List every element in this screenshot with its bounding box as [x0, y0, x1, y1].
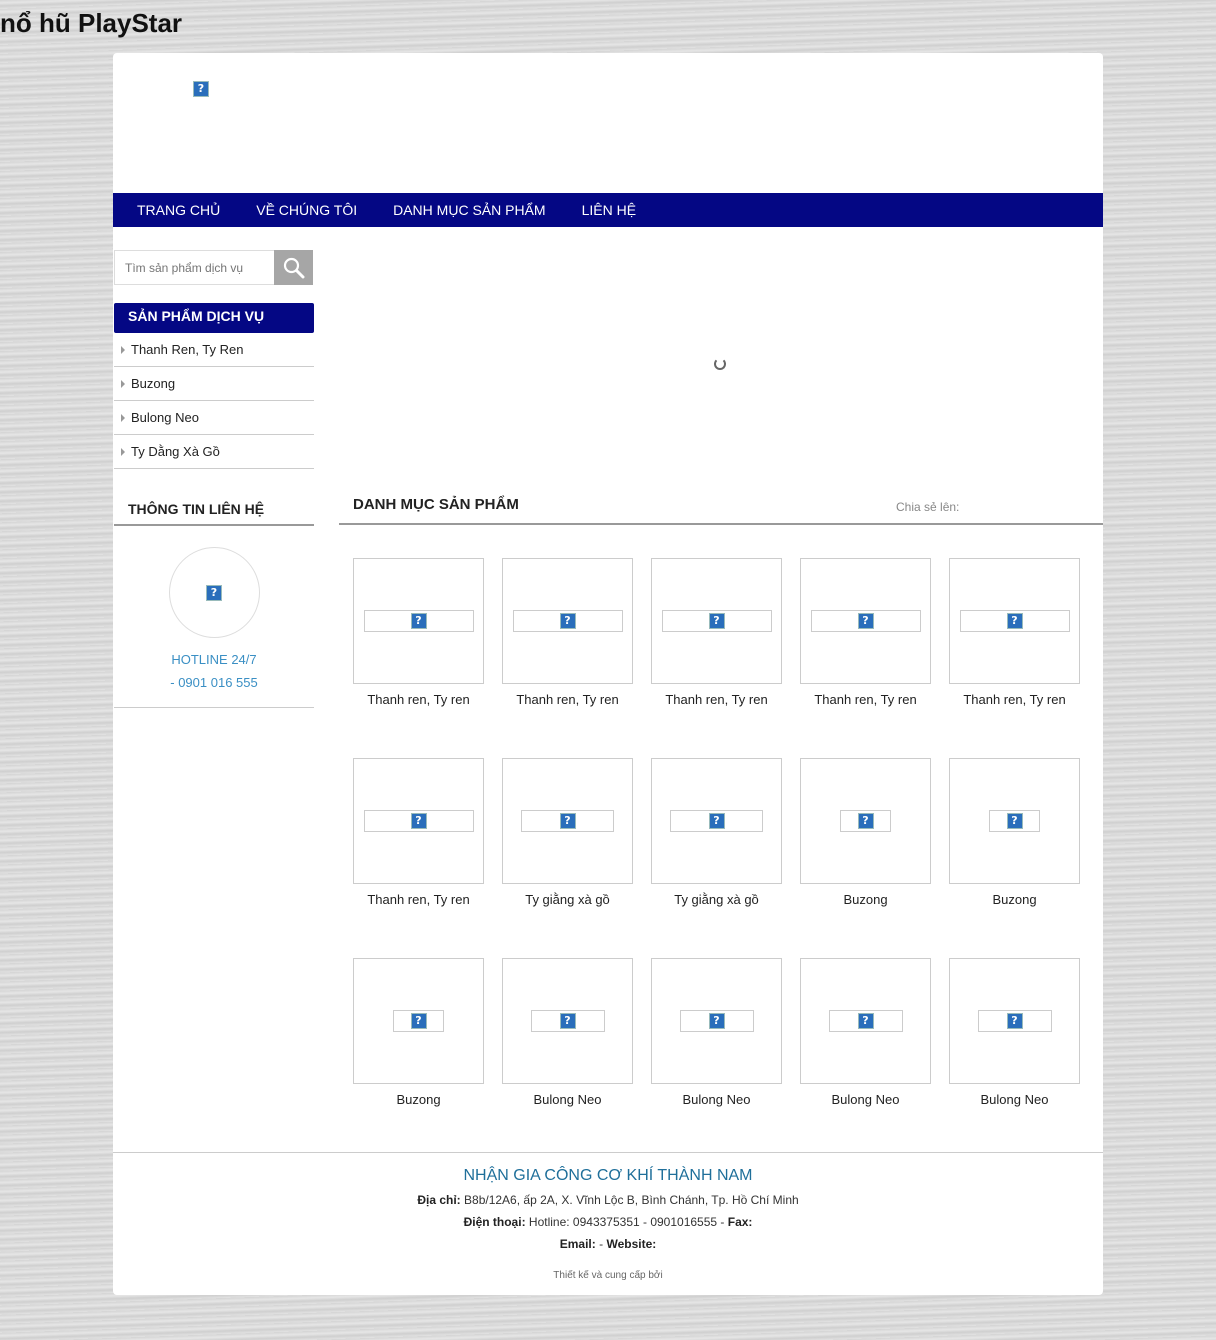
product-image[interactable] — [353, 958, 484, 1084]
product-card[interactable] — [502, 758, 633, 907]
product-image[interactable] — [949, 558, 1080, 684]
avatar — [169, 547, 260, 638]
footer-email — [113, 1237, 1103, 1251]
fax-label: Fax: — [727, 1215, 753, 1229]
product-card[interactable] — [353, 958, 484, 1107]
hotline-number[interactable]: - 0901 016 555 — [170, 675, 258, 690]
product-card[interactable] — [800, 958, 931, 1107]
sidebar-list — [114, 333, 314, 469]
broken-image-icon: ? — [411, 613, 427, 629]
footer — [113, 1152, 1103, 1295]
broken-image-icon: ? — [709, 813, 725, 829]
footer-company: NHẬN GIA CÔNG CƠ KHÍ THÀNH NAM — [463, 1167, 753, 1184]
product-card[interactable] — [949, 758, 1080, 907]
product-card[interactable] — [651, 758, 782, 907]
search-icon — [283, 257, 305, 279]
page-wrapper — [113, 53, 1103, 1295]
product-image[interactable] — [502, 958, 633, 1084]
product-name[interactable]: Bulong Neo — [533, 1092, 602, 1107]
product-card[interactable] — [651, 558, 782, 707]
broken-image-icon: ? — [858, 1013, 874, 1029]
product-image[interactable] — [502, 758, 633, 884]
product-image-placeholder — [811, 610, 921, 632]
nav-about[interactable]: VỀ CHÚNG TÔI — [256, 202, 358, 218]
product-image[interactable] — [353, 558, 484, 684]
product-image-placeholder — [670, 810, 763, 832]
share-label: Chia sẻ lên: — [896, 500, 960, 514]
product-image-placeholder — [840, 810, 891, 832]
product-card[interactable] — [353, 758, 484, 907]
product-card[interactable] — [949, 558, 1080, 707]
sidebar-item-label: Buzong — [131, 376, 176, 391]
product-name[interactable]: Thanh ren, Ty ren — [665, 692, 768, 707]
caret-right-icon — [121, 346, 125, 354]
product-card[interactable] — [502, 958, 633, 1107]
product-name[interactable]: Thanh ren, Ty ren — [516, 692, 619, 707]
broken-image-icon: ? — [709, 1013, 725, 1029]
product-image[interactable] — [651, 558, 782, 684]
product-card[interactable] — [800, 758, 931, 907]
contact-box — [114, 526, 314, 708]
caret-right-icon — [121, 380, 125, 388]
product-image[interactable] — [800, 558, 931, 684]
product-name[interactable]: Bulong Neo — [980, 1092, 1049, 1107]
phone-value: Hotline: 0943375351 - 0901016555 - — [528, 1215, 725, 1229]
nav-products[interactable]: DANH MỤC SẢN PHẨM — [393, 202, 546, 218]
product-image[interactable] — [651, 758, 782, 884]
website-label: Website: — [606, 1237, 657, 1251]
product-card[interactable] — [353, 558, 484, 707]
footer-credit: Thiết kế và cung cấp bởi — [553, 1270, 663, 1281]
product-image[interactable] — [651, 958, 782, 1084]
product-image[interactable] — [800, 958, 931, 1084]
main-nav — [113, 193, 1103, 227]
product-image-placeholder — [829, 1010, 903, 1032]
broken-image-icon: ? — [858, 613, 874, 629]
broken-image-icon: ? — [858, 813, 874, 829]
product-name[interactable]: Ty giằng xà gồ — [525, 892, 610, 907]
broken-image-icon: ? — [1007, 813, 1023, 829]
search-form — [114, 250, 313, 285]
product-name[interactable]: Bulong Neo — [831, 1092, 900, 1107]
broken-image-icon: ? — [1007, 1013, 1023, 1029]
sidebar-item-label: Ty Dằng Xà Gồ — [131, 444, 220, 459]
broken-image-icon: ? — [560, 813, 576, 829]
hotline-label: HOTLINE 24/7 — [171, 652, 257, 667]
nav-contact[interactable]: LIÊN HỆ — [581, 202, 637, 218]
product-image-placeholder — [521, 810, 614, 832]
product-image-placeholder — [364, 610, 474, 632]
address-value: B8b/12A6, ấp 2A, X. Vĩnh Lộc B, Bình Chánh, Tp. Hồ Chí Minh — [464, 1193, 799, 1207]
product-card[interactable] — [651, 958, 782, 1107]
nav-home[interactable]: TRANG CHỦ — [137, 202, 221, 218]
product-name[interactable]: Thanh ren, Ty ren — [367, 692, 470, 707]
footer-address — [113, 1193, 1103, 1207]
address-label: Địa chỉ: — [417, 1193, 461, 1207]
product-image[interactable] — [800, 758, 931, 884]
product-image-placeholder — [393, 1010, 444, 1032]
main-heading-bar — [339, 490, 1103, 525]
caret-right-icon — [121, 414, 125, 422]
sidebar-item-label: Thanh Ren, Ty Ren — [131, 342, 244, 357]
email-separator: - — [599, 1237, 604, 1251]
product-name[interactable]: Buzong — [992, 892, 1037, 907]
main-heading: DANH MỤC SẢN PHẨM — [353, 496, 519, 513]
search-button[interactable] — [274, 250, 313, 285]
product-name[interactable]: Buzong — [843, 892, 888, 907]
caret-right-icon — [121, 448, 125, 456]
product-image[interactable] — [502, 558, 633, 684]
logo-image[interactable] — [193, 79, 209, 97]
product-image[interactable] — [949, 958, 1080, 1084]
broken-image-icon: ? — [206, 585, 222, 601]
product-image-placeholder — [960, 610, 1070, 632]
product-card[interactable] — [800, 558, 931, 707]
email-label: Email: — [559, 1237, 596, 1251]
sidebar-item-bulong-neo[interactable] — [114, 401, 314, 435]
product-image-placeholder — [513, 610, 623, 632]
broken-image-icon: ? — [411, 1013, 427, 1029]
sidebar-heading: SẢN PHẨM DỊCH VỤ — [114, 303, 314, 333]
sidebar-item-ty-dang[interactable] — [114, 435, 314, 469]
sidebar-item-buzong[interactable] — [114, 367, 314, 401]
product-card[interactable] — [502, 558, 633, 707]
product-name[interactable]: Thanh ren, Ty ren — [367, 892, 470, 907]
product-image[interactable] — [949, 758, 1080, 884]
product-image-placeholder — [364, 810, 474, 832]
product-image-placeholder — [978, 1010, 1052, 1032]
broken-image-icon: ? — [193, 81, 209, 97]
broken-image-icon: ? — [1007, 613, 1023, 629]
sidebar-item-thanh-ren[interactable] — [114, 333, 314, 367]
broken-image-icon: ? — [709, 613, 725, 629]
product-image-placeholder — [680, 1010, 754, 1032]
product-name[interactable]: Thanh ren, Ty ren — [963, 692, 1066, 707]
product-name[interactable]: Ty giằng xà gồ — [674, 892, 759, 907]
product-name[interactable]: Bulong Neo — [682, 1092, 751, 1107]
product-name[interactable]: Thanh ren, Ty ren — [814, 692, 917, 707]
search-input[interactable] — [114, 250, 274, 285]
product-image[interactable] — [353, 758, 484, 884]
loading-spinner-icon — [714, 358, 726, 370]
broken-image-icon: ? — [411, 813, 427, 829]
product-card[interactable] — [949, 958, 1080, 1107]
product-image-placeholder — [531, 1010, 605, 1032]
broken-image-icon: ? — [560, 613, 576, 629]
phone-label: Điện thoại: — [463, 1215, 526, 1229]
site-title: nổ hũ PlayStar — [0, 8, 183, 38]
sidebar-item-label: Bulong Neo — [131, 410, 199, 425]
footer-phone — [113, 1215, 1103, 1229]
broken-image-icon: ? — [560, 1013, 576, 1029]
product-image-placeholder — [989, 810, 1040, 832]
product-name[interactable]: Buzong — [396, 1092, 441, 1107]
contact-heading: THÔNG TIN LIÊN HỆ — [114, 493, 314, 526]
product-image-placeholder — [662, 610, 772, 632]
